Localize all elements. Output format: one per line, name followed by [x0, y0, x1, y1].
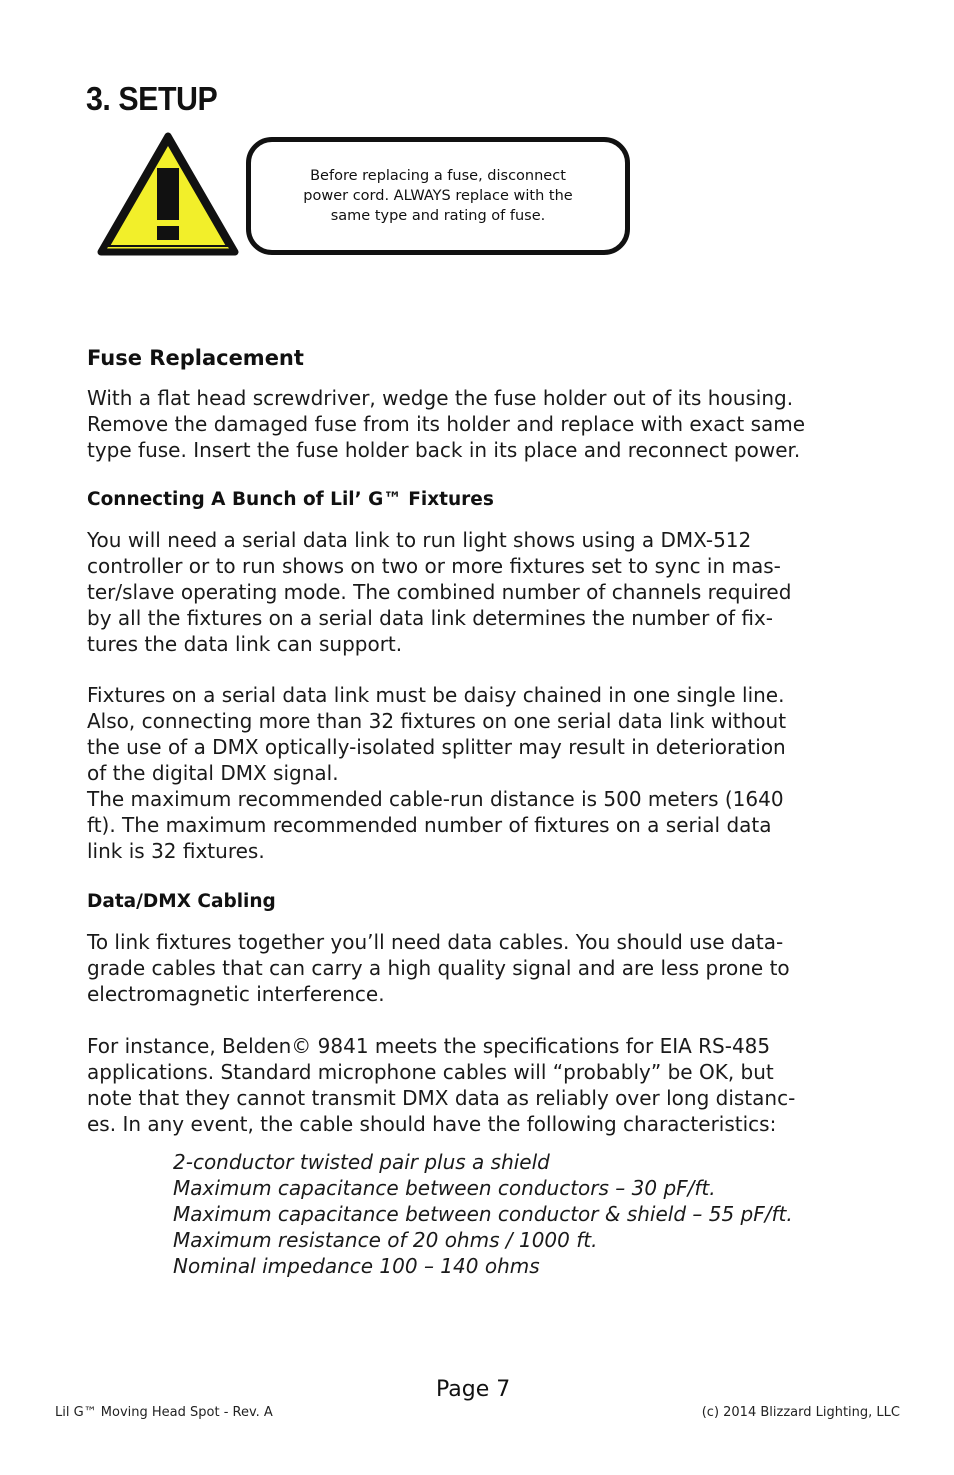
dmx-cabling-paragraph: For instance, Belden© 9841 meets the specifications for EIA RS-485 applications. Standard microphone cables will “probably” be OK, but note that they cannot transmit DMX data as reliably over long distanc- es. In any event, the cable should have the following characteristics:: [87, 1034, 796, 1136]
dmx-cabling-heading: Data/DMX Cabling: [87, 891, 276, 912]
connecting-fixtures-heading: Connecting A Bunch of Lil’ G™ Fixtures: [87, 489, 494, 510]
cable-spec-item: 2-conductor twisted pair plus a shield: [173, 1150, 550, 1174]
connecting-paragraph: You will need a serial data link to run light shows using a DMX-512 controller or to run shows on two or more fixtures set to sync in mas- ter/slave operating mode. The combined number of channels required by all the fixtures on a serial data link determines the number of fix- tures the data link can support.: [87, 528, 792, 656]
cable-spec-list: [173, 1149, 793, 1279]
cable-spec-item: Maximum capacitance between conductor & shield – 55 pF/ft.: [173, 1202, 793, 1226]
exclamation-warning-icon: [96, 130, 240, 258]
page-number: Page 7: [436, 1377, 511, 1402]
footer-copyright: (c) 2014 Blizzard Lighting, LLC: [701, 1405, 900, 1420]
connecting-paragraph: Fixtures on a serial data link must be daisy chained in one single line. Also, connecting more than 32 fixtures on one serial data link without the use of a DMX optically-isolated splitter may result in deterioration of the digital DMX signal.: [87, 683, 787, 785]
cable-spec-item: Nominal impedance 100 – 140 ohms: [173, 1254, 540, 1278]
cable-spec-item: Maximum capacitance between conductors – 30 pF/ft.: [173, 1176, 716, 1200]
fuse-replacement-heading: Fuse Replacement: [87, 346, 304, 370]
section-title: 3. SETUP: [86, 80, 218, 117]
footer-product: Lil G™ Moving Head Spot - Rev. A: [55, 1405, 273, 1420]
connecting-paragraph: The maximum recommended cable-run distance is 500 meters (1640 ft). The maximum recommended number of fixtures on a serial data link is 32 fixtures.: [87, 787, 784, 863]
dmx-cabling-paragraph: To link fixtures together you’ll need data cables. You should use data- grade cables that can carry a high quality signal and are less prone to electromagnetic interference.: [87, 930, 790, 1006]
fuse-replacement-paragraph: With a flat head screwdriver, wedge the fuse holder out of its housing. Remove the damaged fuse from its holder and replace with exact same type fuse. Insert the fuse holder back in its place and reconnect power.: [87, 386, 806, 462]
cable-spec-item: Maximum resistance of 20 ohms / 1000 ft.: [173, 1228, 598, 1252]
warning-callout: [246, 137, 630, 255]
warning-text: Before replacing a fuse, disconnect power cord. ALWAYS replace with the same type and rating of fuse.: [303, 168, 573, 224]
